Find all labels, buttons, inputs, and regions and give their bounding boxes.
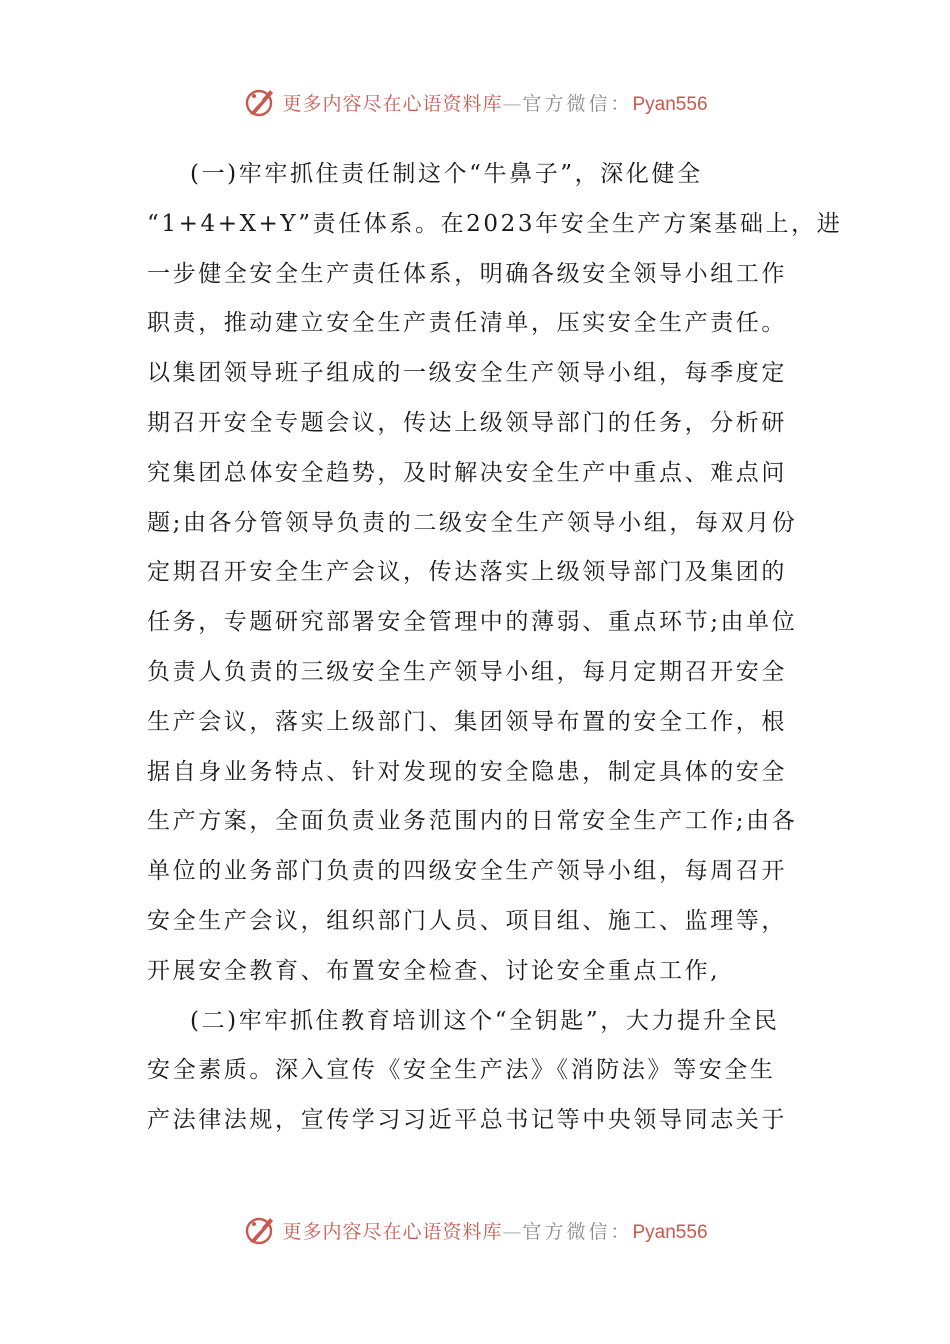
quill-logo-icon xyxy=(242,84,278,120)
watermark-text: 更多内容尽在心语资料库—官方微信：Pyan556 xyxy=(282,92,708,115)
quill-logo-icon xyxy=(242,1212,278,1248)
text-line: 期召开安全专题会议，传达上级领导部门的任务，分析研 xyxy=(147,409,787,436)
text-line: 开展安全教育、布置安全检查、讨论安全重点工作, xyxy=(147,957,721,984)
document-body xyxy=(147,150,843,1146)
text-line: 安全生产会议，组织部门人员、项目组、施工、监理等， xyxy=(147,907,787,934)
text-line: 任务，专题研究部署安全管理中的薄弱、重点环节;由单位 xyxy=(147,609,798,636)
text-line: “1+4+X+Y”责任体系。在2023年安全生产方案基础上，进 xyxy=(147,210,843,237)
text-line: 职责，推动建立安全生产责任清单，压实安全生产责任。 xyxy=(147,310,787,337)
text-line: 产法律法规，宣传学习习近平总书记等中央领导同志关于 xyxy=(147,1107,787,1134)
text-line: 究集团总体安全趋势，及时解决安全生产中重点、难点问 xyxy=(147,459,787,486)
text-line: 一步健全安全生产责任体系，明确各级安全领导小组工作 xyxy=(147,260,787,287)
header-watermark-banner xyxy=(0,82,950,122)
text-line: 安全素质。深入宣传《安全生产法》《消防法》等安全生 xyxy=(147,1057,776,1084)
footer-watermark-banner xyxy=(0,1210,950,1250)
text-line: 生产会议，落实上级部门、集团领导布置的安全工作，根 xyxy=(147,708,787,735)
text-line: (二)牢牢抓住教育培训这个“全钥匙”，大力提升全民 xyxy=(190,1007,780,1034)
text-line: 据自身业务特点、针对发现的安全隐患，制定具体的安全 xyxy=(147,758,787,785)
text-line: 负责人负责的三级安全生产领导小组，每月定期召开安全 xyxy=(147,658,787,685)
text-line: 单位的业务部门负责的四级安全生产领导小组，每周召开 xyxy=(147,858,787,885)
text-line: 题;由各分管领导负责的二级安全生产领导小组，每双月份 xyxy=(147,509,798,536)
text-line: 定期召开安全生产会议，传达落实上级领导部门及集团的 xyxy=(147,559,787,586)
watermark-text: 更多内容尽在心语资料库—官方微信：Pyan556 xyxy=(282,1220,708,1243)
text-line: 生产方案，全面负责业务范围内的日常安全生产工作;由各 xyxy=(147,808,798,835)
text-line: (一)牢牢抓住责任制这个“牛鼻子”，深化健全 xyxy=(190,161,703,187)
text-line: 以集团领导班子组成的一级安全生产领导小组，每季度定 xyxy=(147,360,787,387)
